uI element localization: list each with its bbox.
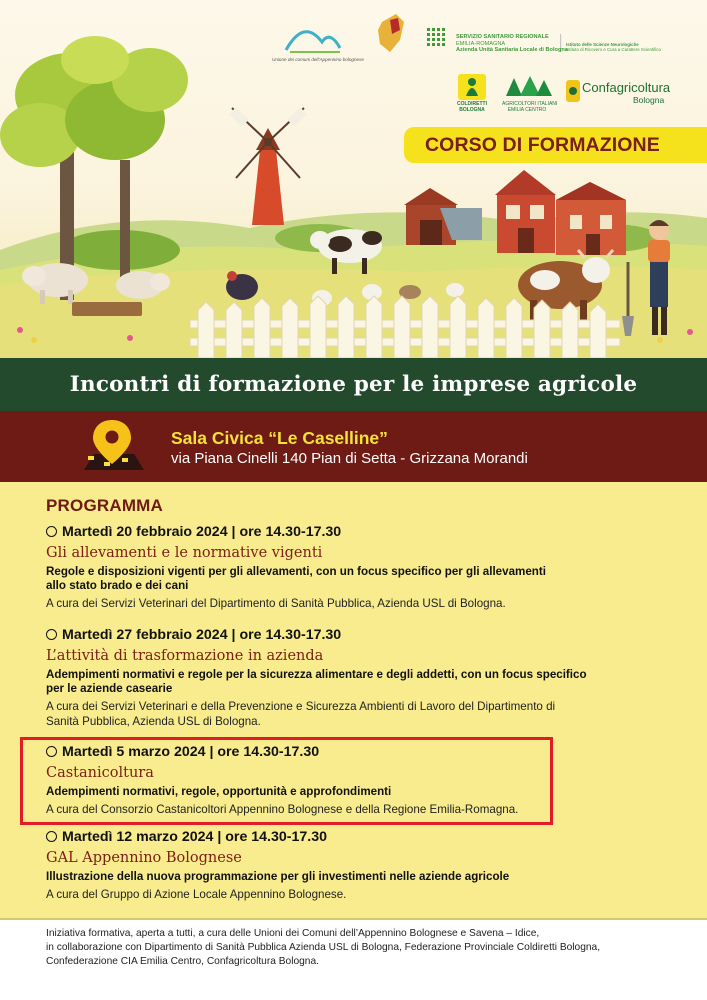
session-description-line: per le aziende casearie <box>46 682 173 695</box>
session-4 <box>46 827 606 902</box>
confagricoltura-logo <box>566 80 580 102</box>
course-badge <box>404 127 707 163</box>
venue-name: Sala Civica “Le Caselline” <box>171 428 388 448</box>
confagricoltura-name: Confagricoltura <box>582 80 671 95</box>
session-description: Illustrazione della nuova programmazione per gli investimenti nelle aziende agricole <box>46 870 510 883</box>
session-organizer-line: A cura dei Servizi Veterinari e della Prevenzione e Sicurezza Ambienti di Lavoro del Dipartimento di <box>46 700 556 713</box>
headline-band <box>0 358 707 411</box>
windmill <box>229 107 307 225</box>
farm-scene <box>0 0 707 358</box>
session-date-text: Martedì 12 marzo 2024 | ore 14.30-17.30 <box>62 829 328 845</box>
region-map-logo <box>378 14 404 52</box>
cia-line1: AGRICOLTORI ITALIANI <box>502 101 558 107</box>
session-2 <box>46 625 606 729</box>
programme-title: PROGRAMMA <box>46 496 164 515</box>
session-title: L’attività di trasformazione in azienda <box>46 648 324 664</box>
circle-bullet-icon <box>46 629 57 640</box>
hero-illustration <box>0 0 707 358</box>
circle-bullet-icon <box>46 746 57 757</box>
ssr-line3: Azienda Unità Sanitaria Locale di Bologna <box>456 47 568 54</box>
session-organizer <box>46 699 606 729</box>
session-title: GAL Appennino Bolognese <box>46 850 242 866</box>
session-title: Gli allevamenti e le normative vigenti <box>46 545 323 561</box>
session-description <box>46 668 606 696</box>
session-description: Adempimenti normativi, regole, opportunità e approfondimenti <box>46 785 392 798</box>
session-date <box>46 742 606 762</box>
session-date <box>46 827 606 847</box>
ssr-line2: EMILIA-ROMAGNA <box>456 40 506 47</box>
ssr-line1: SERVIZIO SANITARIO REGIONALE <box>456 34 549 40</box>
session-date <box>46 625 606 645</box>
venue-address: via Piana Cinelli 140 Pian di Setta - Grizzana Morandi <box>171 450 528 467</box>
cia-logo <box>506 76 552 96</box>
isn-text <box>566 42 661 53</box>
small-barn <box>404 188 482 245</box>
session-organizer: A cura del Consorzio Castanicoltori Appennino Bolognese e della Regione Emilia-Romagna. <box>46 803 519 816</box>
circle-bullet-icon <box>46 831 57 842</box>
course-badge-label: CORSO DI FORMAZIONE <box>425 133 660 156</box>
session-date-text: Martedì 27 febbraio 2024 | ore 14.30-17.30 <box>62 627 342 643</box>
footer-line: Confederazione CIA Emilia Centro, Confagricoltura Bologna. <box>46 956 319 968</box>
footer-line: in collaborazione con Dipartimento di Sanità Pubblica Azienda USL di Bologna, Federazione Provinciale Coldiretti Bologna, <box>46 942 601 954</box>
isn-line2: Istituto di Ricovero e Cura a Carattere Scientifico <box>566 47 661 53</box>
session-date-text: Martedì 20 febbraio 2024 | ore 14.30-17.30 <box>62 524 342 540</box>
session-title: Castanicoltura <box>46 765 154 781</box>
cia-label <box>502 101 558 113</box>
session-organizer: A cura del Gruppo di Azione Locale Appennino Bolognese. <box>46 888 347 901</box>
circle-bullet-icon <box>46 526 57 537</box>
session-description-line: Adempimenti normativi e regole per la sicurezza alimentare e degli addetti, con un focus specifico <box>46 668 587 681</box>
coldiretti-logo <box>458 74 486 100</box>
session-organizer-line: Sanità Pubblica, Azienda USL di Bologna. <box>46 715 261 728</box>
session-description-line: allo stato brado e dei cani <box>46 579 189 592</box>
isn-line1: Istituto delle Scienze Neurologiche <box>566 42 639 47</box>
footer-note <box>46 927 686 970</box>
session-description <box>46 565 606 593</box>
headline: Incontri di formazione per le imprese agricole <box>69 372 638 397</box>
ssr-text <box>456 34 568 54</box>
session-organizer: A cura dei Servizi Veterinari del Dipartimento di Sanità Pubblica, Azienda USL di Bologna. <box>46 597 506 610</box>
location-pin-icon <box>78 418 148 474</box>
session-1 <box>46 522 606 611</box>
footer-divider <box>0 918 707 920</box>
unioni-logo <box>286 32 340 52</box>
confagricoltura-city: Bologna <box>633 95 665 105</box>
footer-line: Iniziativa formativa, aperta a tutti, a cura delle Unioni dei Comuni dell’Appennino Bolognese e Savena – Idice, <box>46 928 540 939</box>
session-date-text: Martedì 5 marzo 2024 | ore 14.30-17.30 <box>62 744 320 760</box>
cia-line2: EMILIA CENTRO <box>507 107 547 113</box>
session-3 <box>46 742 606 817</box>
farmhouse <box>495 170 626 255</box>
unioni-caption: Unione dei comuni dell’Appennino bolognese <box>272 57 364 62</box>
session-date <box>46 522 606 542</box>
session-description-line: Regole e disposizioni vigenti per gli allevamenti, con un focus specifico per gli allevamenti <box>46 565 546 578</box>
coldiretti-label: COLDIRETTI BOLOGNA <box>457 101 487 113</box>
